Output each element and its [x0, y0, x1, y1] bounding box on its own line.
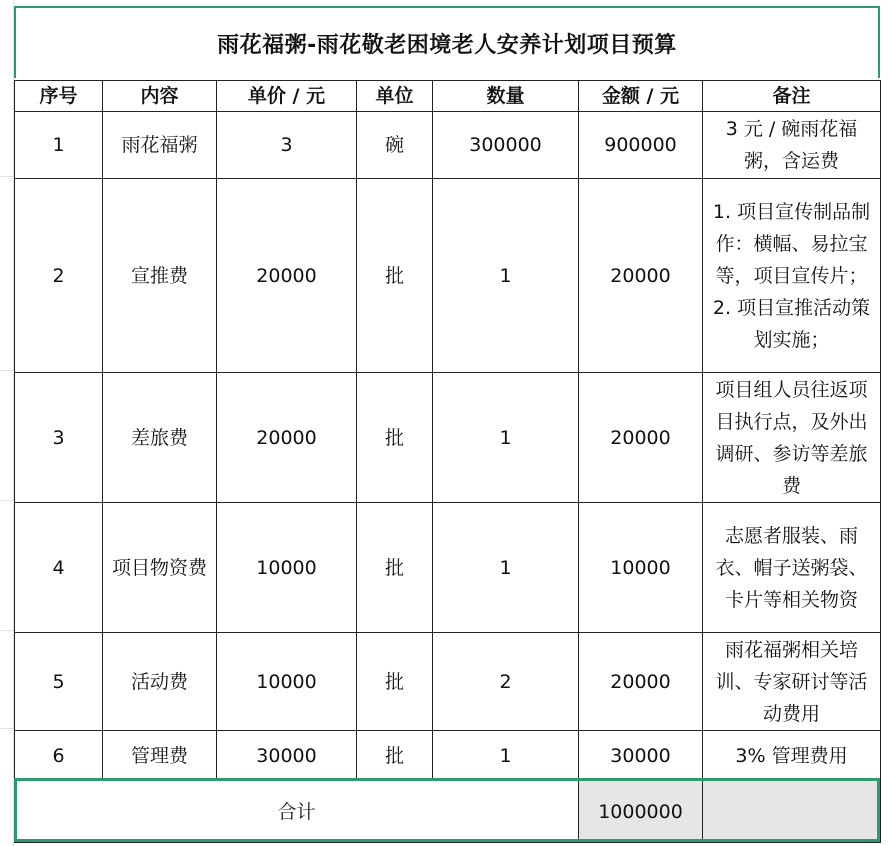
cell-no[interactable]: 3	[15, 373, 103, 503]
cell-amount[interactable]: 20000	[579, 633, 703, 731]
cell-note[interactable]: 雨花福粥相关培训、专家研讨等活动费用	[703, 633, 881, 731]
table-row	[15, 731, 881, 781]
header-no[interactable]: 序号	[15, 81, 103, 112]
grid-line	[0, 370, 14, 371]
grid-line	[0, 500, 14, 501]
cell-note[interactable]: 1. 项目宣传制品制作：横幅、易拉宝等，项目宣传片；2. 项目宣推活动策划实施；	[703, 179, 881, 373]
cell-unit[interactable]: 批	[357, 373, 433, 503]
header-row	[15, 81, 881, 112]
cell-unit-price[interactable]: 30000	[217, 731, 357, 781]
cell-unit[interactable]: 批	[357, 503, 433, 633]
cell-no[interactable]: 5	[15, 633, 103, 731]
cell-unit-price[interactable]: 3	[217, 112, 357, 179]
cell-unit[interactable]: 碗	[357, 112, 433, 179]
cell-amount[interactable]: 20000	[579, 179, 703, 373]
cell-item[interactable]: 差旅费	[103, 373, 217, 503]
cell-item[interactable]: 项目物资费	[103, 503, 217, 633]
header-amount[interactable]: 金额 / 元	[579, 81, 703, 112]
cell-qty[interactable]: 1	[433, 503, 579, 633]
cell-note[interactable]: 项目组人员往返项目执行点，及外出调研、参访等差旅费	[703, 373, 881, 503]
budget-table	[14, 80, 881, 843]
table-row	[15, 179, 881, 373]
cell-unit[interactable]: 批	[357, 633, 433, 731]
cell-amount[interactable]: 900000	[579, 112, 703, 179]
grid-line	[0, 728, 14, 729]
cell-no[interactable]: 1	[15, 112, 103, 179]
table-row	[15, 373, 881, 503]
cell-note[interactable]: 3% 管理费用	[703, 731, 881, 781]
page-title: 雨花福粥-雨花敬老困境老人安养计划项目预算	[217, 32, 677, 58]
cell-no[interactable]: 6	[15, 731, 103, 781]
table-row	[15, 503, 881, 633]
header-qty[interactable]: 数量	[433, 81, 579, 112]
cell-amount[interactable]: 10000	[579, 503, 703, 633]
header-item[interactable]: 内容	[103, 81, 217, 112]
total-label-cell[interactable]: 合计	[15, 781, 579, 843]
cell-qty[interactable]: 2	[433, 633, 579, 731]
grid-left-margin	[0, 0, 14, 846]
total-amount-cell[interactable]: 1000000	[579, 781, 703, 843]
header-unit[interactable]: 单位	[357, 81, 433, 112]
cell-unit[interactable]: 批	[357, 179, 433, 373]
cell-qty[interactable]: 1	[433, 373, 579, 503]
cell-no[interactable]: 2	[15, 179, 103, 373]
grid-line	[0, 176, 14, 177]
cell-item[interactable]: 活动费	[103, 633, 217, 731]
cell-qty[interactable]: 1	[433, 179, 579, 373]
table-row	[15, 112, 881, 179]
cell-unit-price[interactable]: 20000	[217, 179, 357, 373]
cell-amount[interactable]: 30000	[579, 731, 703, 781]
cell-unit-price[interactable]: 20000	[217, 373, 357, 503]
cell-unit-price[interactable]: 10000	[217, 503, 357, 633]
cell-amount[interactable]: 20000	[579, 373, 703, 503]
header-note[interactable]: 备注	[703, 81, 881, 112]
cell-qty[interactable]: 300000	[433, 112, 579, 179]
cell-note[interactable]: 3 元 / 碗雨花福粥，含运费	[703, 112, 881, 179]
cell-unit-price[interactable]: 10000	[217, 633, 357, 731]
cell-item[interactable]: 管理费	[103, 731, 217, 781]
grid-line	[0, 630, 14, 631]
cell-item[interactable]: 雨花福粥	[103, 112, 217, 179]
budget-title-cell[interactable]	[14, 6, 880, 78]
header-unit-price[interactable]: 单价 / 元	[217, 81, 357, 112]
cell-qty[interactable]: 1	[433, 731, 579, 781]
cell-no[interactable]: 4	[15, 503, 103, 633]
cell-item[interactable]: 宣推费	[103, 179, 217, 373]
total-note-cell[interactable]	[703, 781, 881, 843]
cell-note[interactable]: 志愿者服装、雨衣、帽子送粥袋、卡片等相关物资	[703, 503, 881, 633]
table-row	[15, 633, 881, 731]
cell-unit[interactable]: 批	[357, 731, 433, 781]
total-row	[15, 781, 881, 843]
